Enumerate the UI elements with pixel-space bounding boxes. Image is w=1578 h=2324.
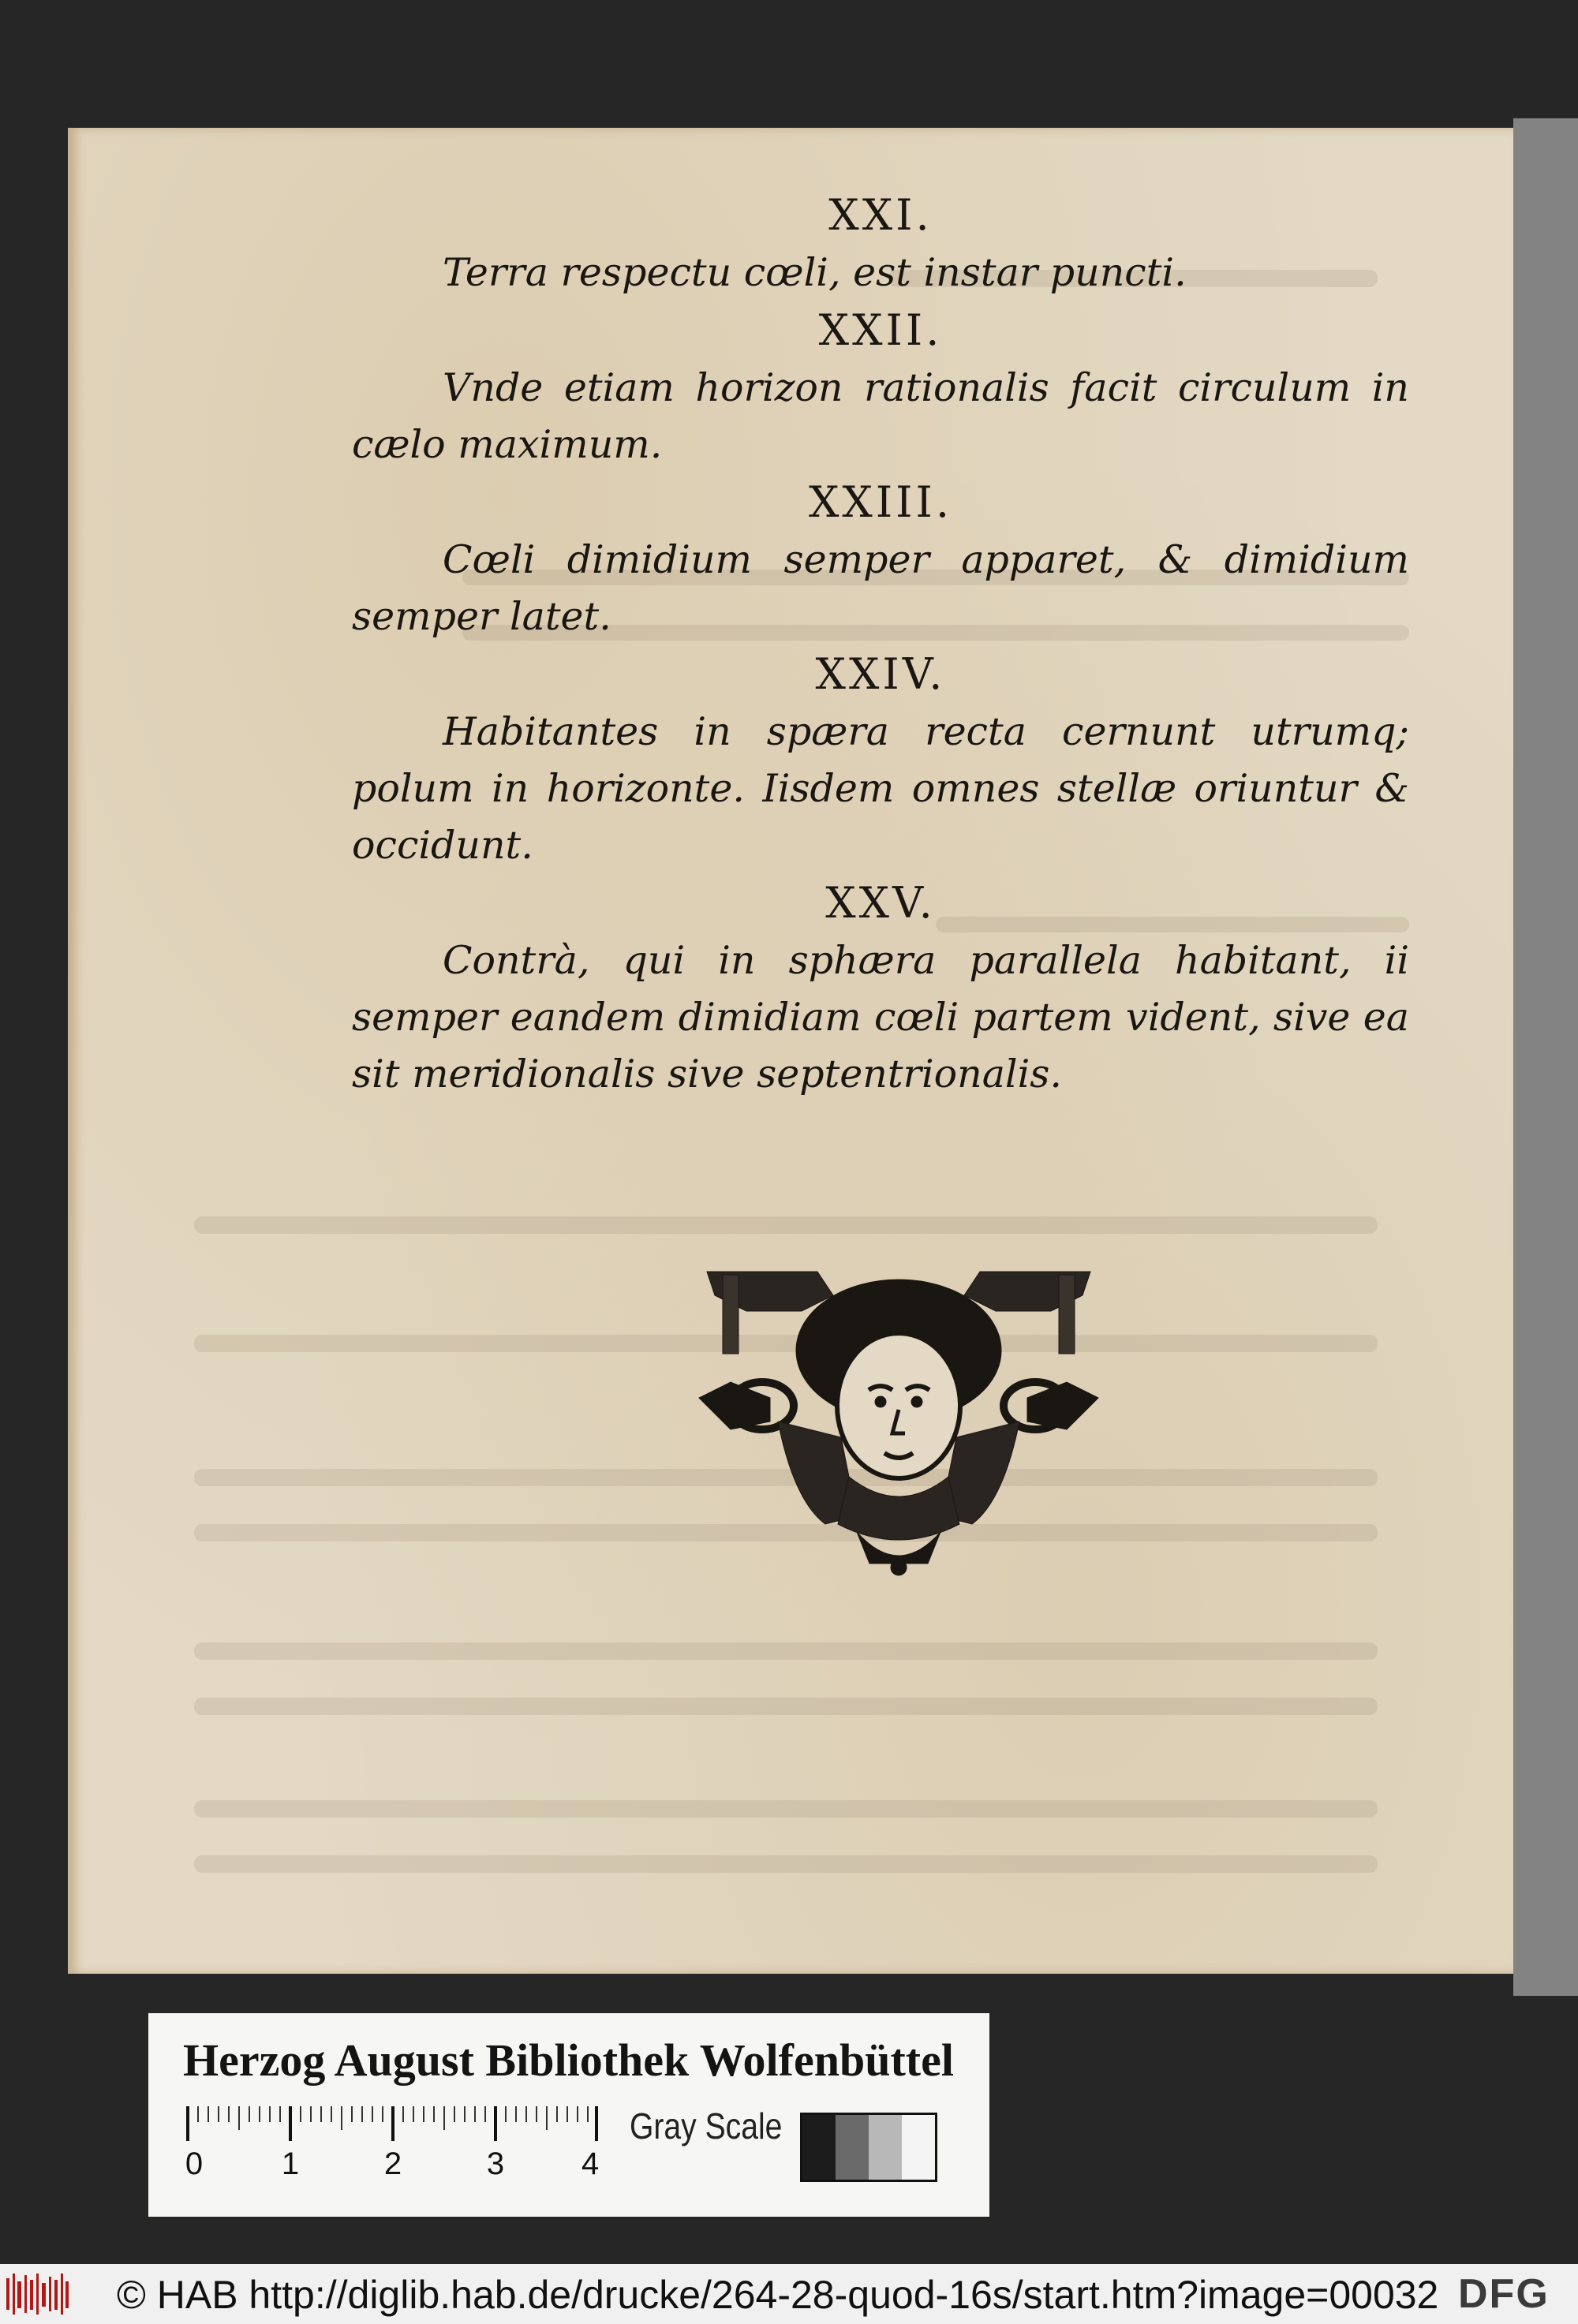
ruler-number: 3 <box>486 2147 505 2181</box>
ruler-number: 2 <box>383 2147 402 2181</box>
ruler-number: 4 <box>581 2147 600 2181</box>
section-numeral: XXI. <box>828 190 933 240</box>
gray-swatch <box>802 2115 836 2180</box>
section-text: Cœli dimidium semper apparet, & dimidium semper latet. <box>352 537 1409 639</box>
gray-swatch <box>836 2115 869 2180</box>
barcode-icon <box>6 2274 69 2315</box>
section-numeral: XXIII. <box>808 477 953 527</box>
library-label-card <box>148 2013 989 2217</box>
dfg-logo: DFG <box>1458 2271 1550 2317</box>
gray-scale-swatches <box>800 2113 937 2182</box>
ruler-number: 1 <box>281 2147 300 2181</box>
section-text: Vnde etiam horizon rationalis facit circulum in cælo maximum. <box>352 365 1409 467</box>
gray-scale-label: Gray Scale <box>630 2105 783 2147</box>
copyright-url[interactable]: © HAB http://diglib.hab.de/drucke/264-28-quod-16s/start.htm?image=00032 <box>117 2273 1439 2317</box>
section-text: Terra respectu cœli, est instar puncti. <box>443 250 1187 295</box>
library-name: Herzog August Bibliothek Wolfenbüttel <box>183 2034 954 2086</box>
gray-swatch <box>869 2115 902 2180</box>
ruler-scale <box>185 2106 600 2181</box>
section-numeral: XXV. <box>825 878 936 928</box>
gray-swatch <box>902 2115 935 2180</box>
page-text <box>352 186 1409 1103</box>
section-text: Habitantes in spæra recta cernunt utrumq; polum in horizonte. Iisdem omnes stellæ oriuntur & occidunt. <box>352 709 1409 868</box>
section-numeral: XXII. <box>818 305 943 355</box>
facing-page-edge <box>1513 118 1578 1996</box>
section-text: Contrà, qui in sphæra parallela habitant, ii semper eandem dimidiam cœli partem vident, sive ea sit meridionalis sive septentrionalis. <box>352 938 1409 1097</box>
ruler-number: 0 <box>185 2147 204 2181</box>
section-numeral: XXIV. <box>815 649 946 699</box>
woodcut-ornament-icon <box>699 1264 1098 1576</box>
footer-bar <box>0 2264 1578 2324</box>
